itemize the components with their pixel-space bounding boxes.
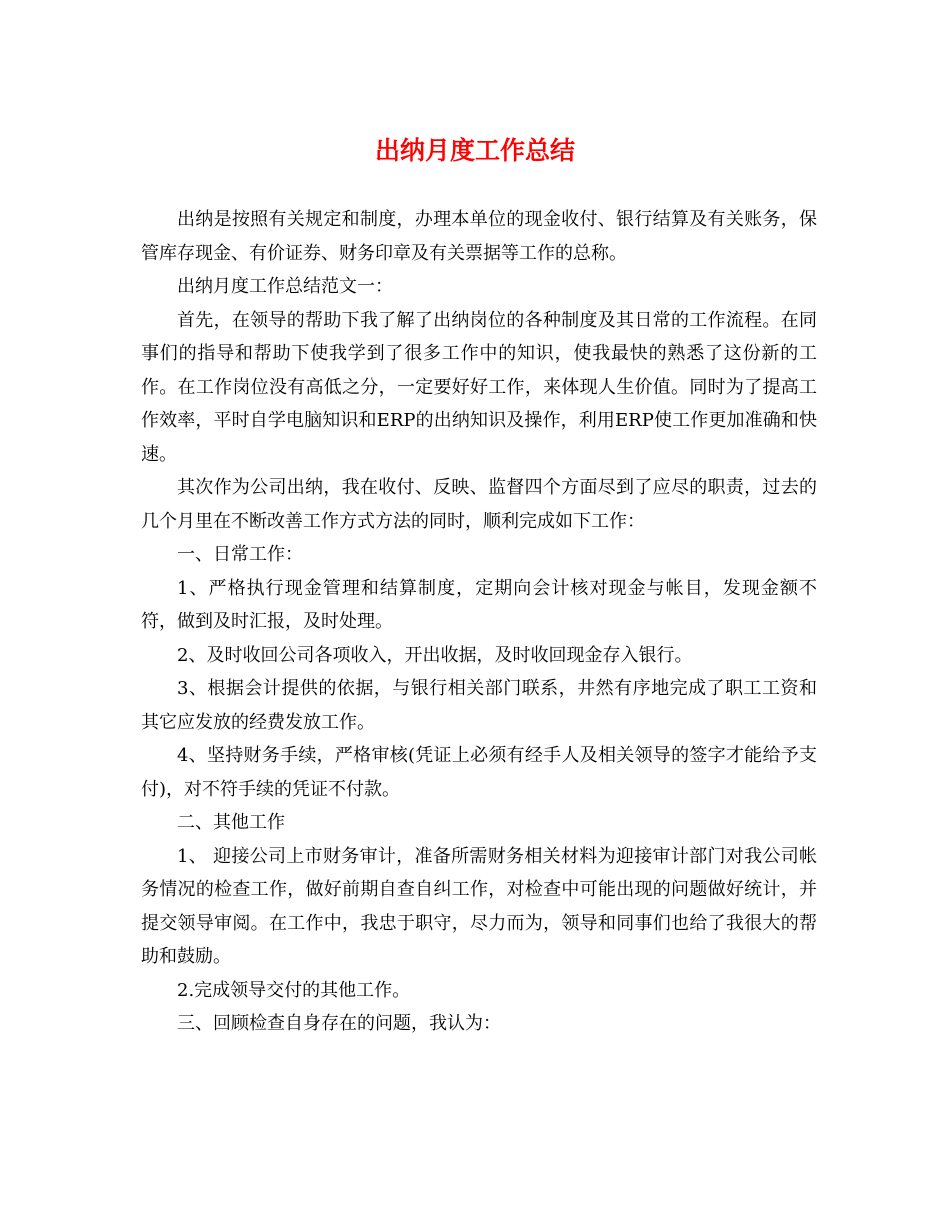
paragraph-sample-heading: 出纳月度工作总结范文一： xyxy=(177,276,393,297)
list-item-daily-4: 4、坚持财务手续，严格审核(凭证上必须有经手人及相关领导的签字才能给予支付)，对不符手续的凭证不付款。 xyxy=(141,745,817,800)
list-item-daily-2: 2、及时收回公司各项收入，开出收据，及时收回现金存入银行。 xyxy=(177,644,693,666)
paragraph-intro: 出纳是按照有关规定和制度，办理本单位的现金收付、银行结算及有关账务，保管库存现金、有价证券、财务印章及有关票据等工作的总称。 xyxy=(141,209,817,264)
document-title: 出纳月度工作总结 xyxy=(374,136,575,165)
document-body xyxy=(141,203,817,1041)
section-heading-other-work: 二、其他工作 xyxy=(177,812,285,833)
section-heading-review: 三、回顾检查自身存在的问题，我认为： xyxy=(177,1013,501,1034)
paragraph-first: 首先，在领导的帮助下我了解了出纳岗位的各种制度及其日常的工作流程。在同事们的指导和帮助下使我学到了很多工作中的知识，使我最快的熟悉了这份新的工作。在工作岗位没有高低之分，一定要好好工作，来体现人生价值。同时为了提高工作效率，平时自学电脑知识和ERP的出纳知识及操作，利用ERP使工作更加准确和快速。 xyxy=(141,309,817,465)
list-item-other-2: 2.完成领导交付的其他工作。 xyxy=(177,979,411,1001)
list-item-daily-3: 3、根据会计提供的依据，与银行相关部门联系，井然有序地完成了职工工资和其它应发放的经费发放工作。 xyxy=(141,678,817,733)
list-item-daily-1: 1、严格执行现金管理和结算制度，定期向会计核对现金与帐目，发现金额不符，做到及时汇报，及时处理。 xyxy=(141,577,817,632)
section-heading-daily-work: 一、日常工作： xyxy=(177,544,303,565)
list-item-other-1: 1、 迎接公司上市财务审计，准备所需财务相关材料为迎接审计部门对我公司帐务情况的检查工作，做好前期自查自纠工作，对检查中可能出现的问题做好统计，并提交领导审阅。在工作中，我忠于职守，尽力而为，领导和同事们也给了我很大的帮助和鼓励。 xyxy=(141,845,817,967)
paragraph-second: 其次作为公司出纳，我在收付、反映、监督四个方面尽到了应尽的职责，过去的几个月里在不断改善工作方式方法的同时，顺利完成如下工作： xyxy=(141,477,817,532)
